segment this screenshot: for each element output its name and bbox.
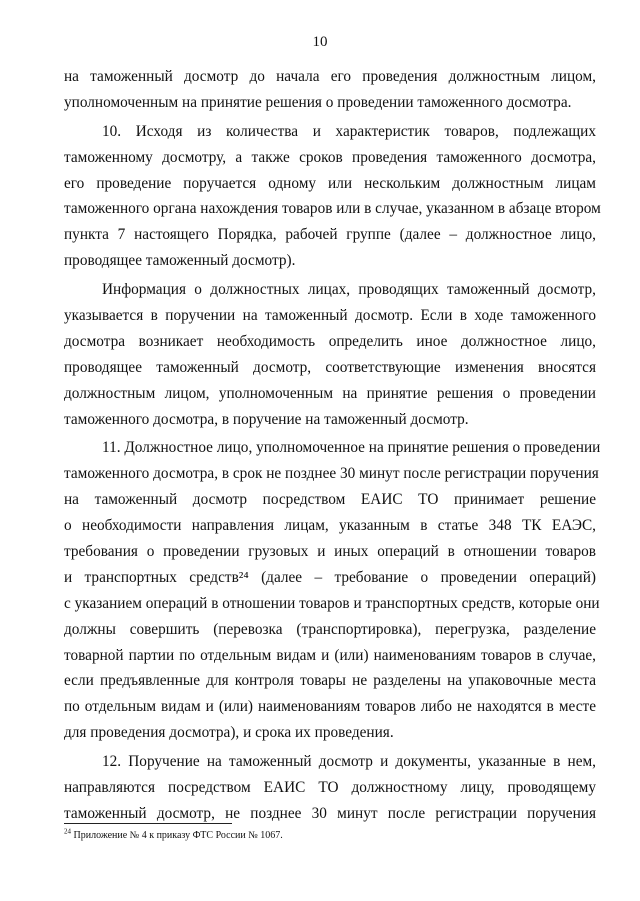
- text-line: товарной партии по отдельным видам и (или) наименованиям товаров в случае,: [64, 646, 596, 664]
- text-line: должны совершить (перевозка (транспортировка), перегрузка, разделение: [64, 620, 596, 638]
- text-line: проводящее таможенный досмотр, соответствующие изменения вносятся: [64, 358, 596, 376]
- text-line: уполномоченным на принятие решения о проведении таможенного досмотра.: [64, 93, 572, 111]
- text-line: для проведения досмотра), и срока их проведения.: [64, 724, 394, 742]
- text-line: 12. Поручение на таможенный досмотр и документы, указанные в нем,: [102, 753, 596, 771]
- text-line: на таможенный досмотр до начала его проведения должностным лицом,: [64, 68, 596, 85]
- text-line: таможенный досмотр, не позднее 30 минут после регистрации поручения: [64, 804, 596, 822]
- text-line: таможенного досмотра, в срок не позднее 30 минут после регистрации поручения: [64, 465, 599, 483]
- text-line: если предъявленные для контроля товары не разделены на упаковочные места: [64, 672, 596, 690]
- text-line: досмотра возникает необходимость определить иное должностное лицо,: [64, 332, 596, 350]
- footnote-marker: 24: [64, 827, 71, 836]
- paragraph: [64, 435, 601, 746]
- footnote: [64, 829, 283, 842]
- page-number: 10: [312, 34, 328, 50]
- text-line: и транспортных средств²⁴ (далее – требование о проведении операций): [64, 568, 596, 586]
- text-line: 10. Исходя из количества и характеристик товаров, подлежащих: [102, 122, 596, 140]
- body-text: [64, 64, 601, 827]
- text-line: таможенному досмотру, а также сроков проведения таможенного досмотра,: [64, 148, 596, 166]
- text-line: направляются посредством ЕАИС ТО должностному лицу, проводящему: [64, 779, 596, 797]
- text-line: с указанием операций в отношении товаров и транспортных средств, которые они: [64, 594, 600, 612]
- text-line: проводящее таможенный досмотр).: [64, 252, 296, 270]
- text-line: указывается в поручении на таможенный досмотр. Если в ходе таможенного: [64, 307, 596, 325]
- paragraph: [64, 64, 596, 116]
- text-line: таможенного органа нахождения товаров или в случае, указанном в абзаце втором: [64, 200, 601, 218]
- text-line: о необходимости направления лицам, указанным в статье 348 ТК ЕАЭС,: [64, 517, 596, 535]
- text-line: должностным лицом, уполномоченным на принятие решения о проведении: [64, 384, 596, 402]
- paragraph: [64, 119, 601, 274]
- text-line: таможенного досмотра, в поручение на таможенный досмотр.: [64, 410, 469, 428]
- footnote-divider: [64, 823, 232, 824]
- footnote-text: Приложение № 4 к приказу ФТС России № 1067.: [73, 830, 283, 841]
- paragraph: [64, 749, 596, 827]
- text-line: 11. Должностное лицо, уполномоченное на принятие решения о проведении: [102, 439, 601, 457]
- text-line: по отдельным видам и (или) наименованиям товаров либо не находятся в месте: [64, 698, 596, 716]
- text-line: Информация о должностных лицах, проводящих таможенный досмотр,: [102, 281, 596, 299]
- text-line: требования о проведении грузовых и иных операций в отношении товаров: [64, 543, 596, 561]
- text-line: на таможенный досмотр посредством ЕАИС ТО принимает решение: [64, 491, 596, 509]
- text-line: его проведение поручается одному или нескольким должностным лицам: [64, 174, 596, 192]
- text-line: пункта 7 настоящего Порядка, рабочей группе (далее – должностное лицо,: [64, 226, 596, 244]
- paragraph: [64, 277, 596, 432]
